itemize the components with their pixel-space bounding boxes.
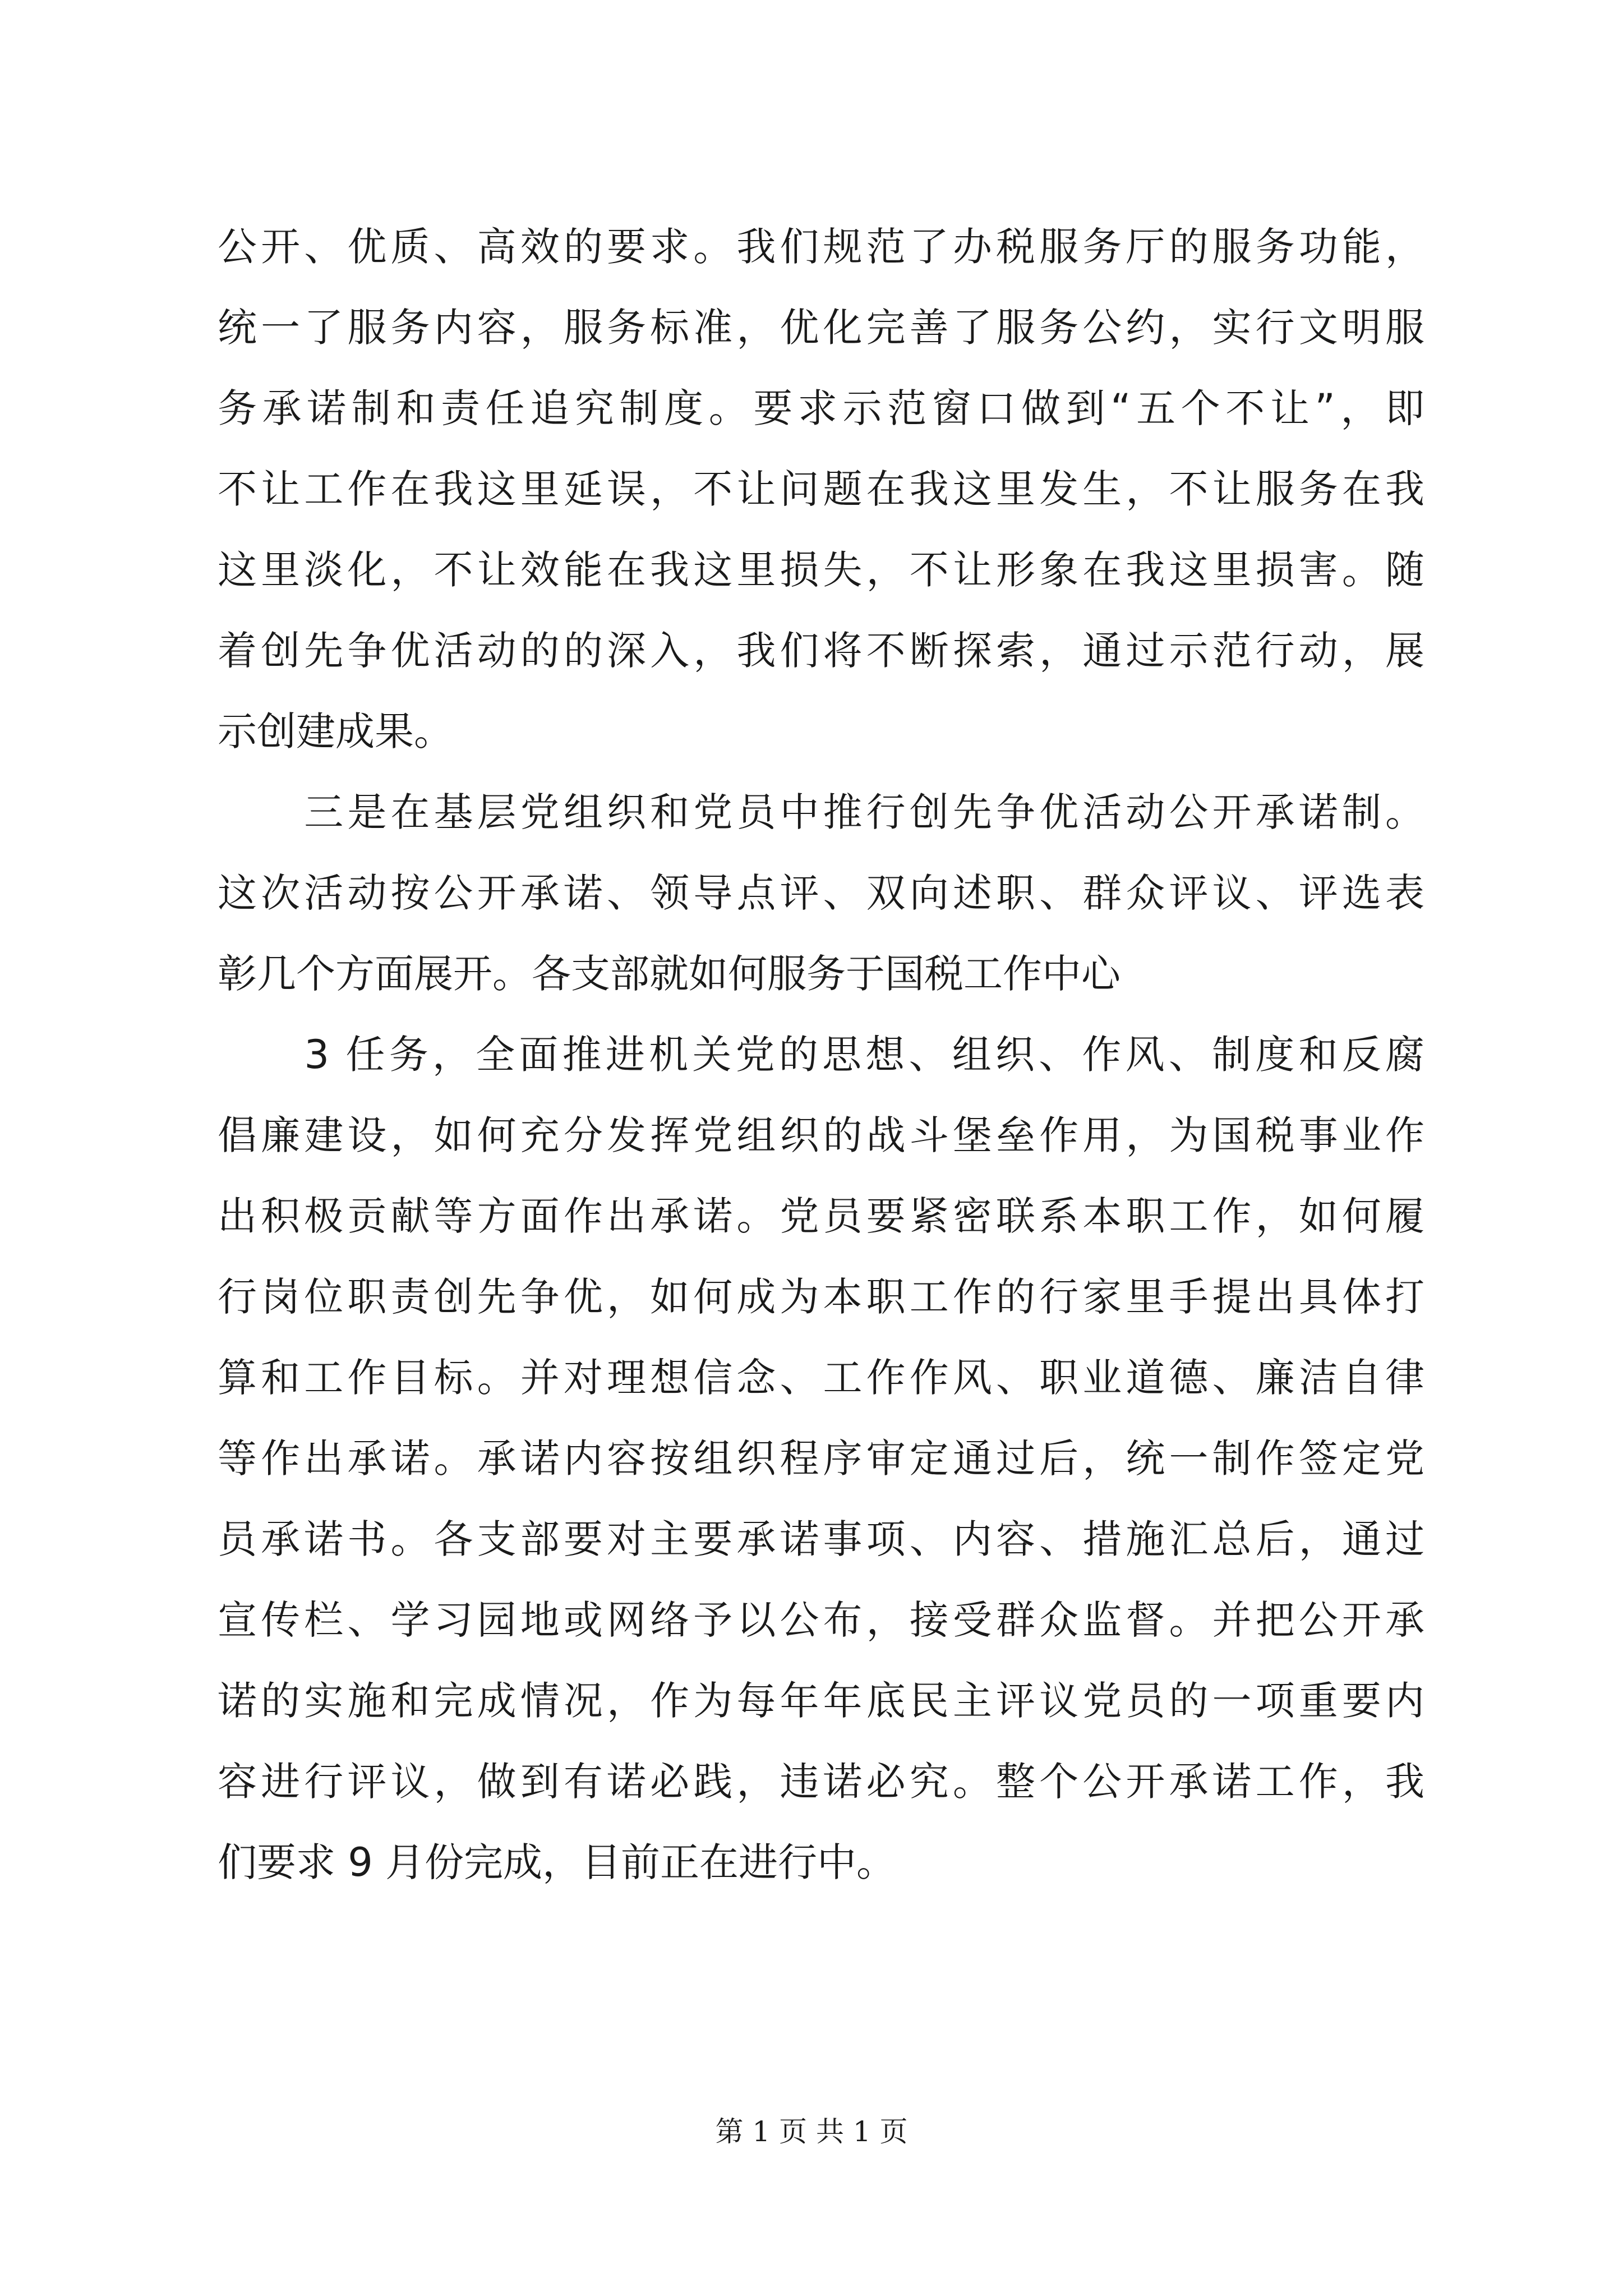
text-line: 不让工作在我这里延误，不让问题在我这里发生，不让服务在我 xyxy=(218,466,1424,512)
text-line: 行岗位职责创先争优，如何成为本职工作的行家里手提出具体打 xyxy=(218,1274,1424,1320)
text-line: 3 任务，全面推进机关党的思想、组织、作风、制度和反腐 xyxy=(218,1032,1424,1078)
text-line: 务承诺制和责任追究制度。要求示范窗口做到“五个不让”，即 xyxy=(218,385,1424,431)
text-line: 等作出承诺。承诺内容按组织程序审定通过后，统一制作签定党 xyxy=(218,1435,1424,1481)
text-line: 统一了服务内容，服务标准，优化完善了服务公约，实行文明服 xyxy=(218,305,1424,351)
text-line: 示创建成果。 xyxy=(218,708,453,754)
text-line: 们要求 9 月份完成，目前正在进行中。 xyxy=(218,1839,896,1885)
text-line: 员承诺书。各支部要对主要承诺事项、内容、措施汇总后，通过 xyxy=(218,1516,1424,1562)
text-line: 彰几个方面展开。各支部就如何服务于国税工作中心 xyxy=(218,951,1121,997)
text-line: 倡廉建设，如何充分发挥党组织的战斗堡垒作用，为国税事业作 xyxy=(218,1112,1424,1158)
text-line: 算和工作目标。并对理想信念、工作作风、职业道德、廉洁自律 xyxy=(218,1355,1424,1401)
text-line: 三是在基层党组织和党员中推行创先争优活动公开承诺制。 xyxy=(218,789,1424,835)
page-number-footer: 第 1 页 共 1 页 xyxy=(715,2115,908,2148)
text-line: 这次活动按公开承诺、领导点评、双向述职、群众评议、评选表 xyxy=(218,870,1424,916)
text-line: 出积极贡献等方面作出承诺。党员要紧密联系本职工作，如何履 xyxy=(218,1193,1424,1239)
text-line: 这里淡化，不让效能在我这里损失，不让形象在我这里损害。随 xyxy=(218,547,1424,593)
text-line: 公开、优质、高效的要求。我们规范了办税服务厅的服务功能， xyxy=(218,224,1424,270)
text-line: 容进行评议，做到有诺必践，违诺必究。整个公开承诺工作，我 xyxy=(218,1759,1424,1805)
body-text xyxy=(218,206,1424,1903)
text-line: 着创先争优活动的的深入，我们将不断探索，通过示范行动，展 xyxy=(218,628,1424,674)
text-line: 宣传栏、学习园地或网络予以公布，接受群众监督。并把公开承 xyxy=(218,1597,1424,1643)
text-line: 诺的实施和完成情况，作为每年年底民主评议党员的一项重要内 xyxy=(218,1678,1424,1724)
